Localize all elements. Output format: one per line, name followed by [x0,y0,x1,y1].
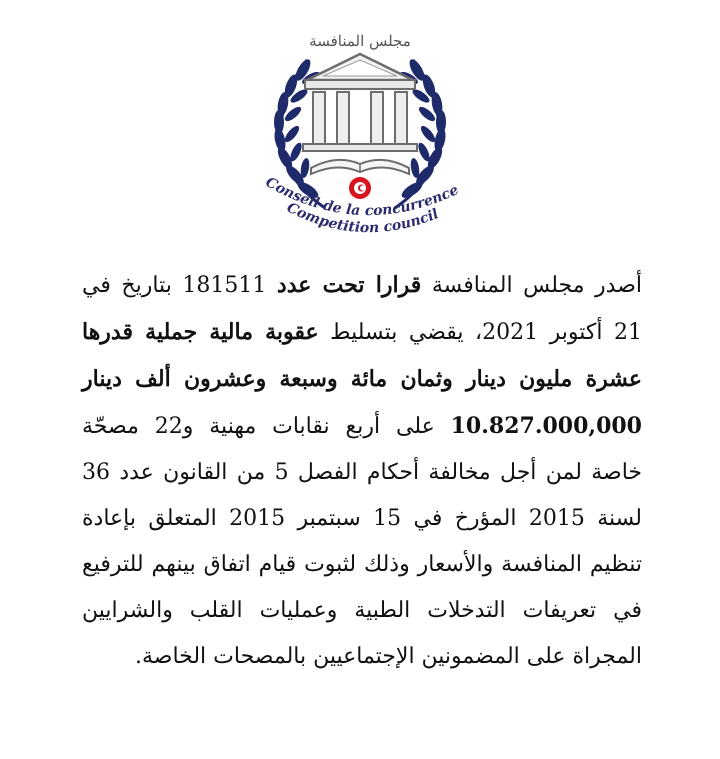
logo-english-name: Competition council [284,199,441,237]
article-fine-amount: عقوبة مالية جملية قدرها عشرة مليون دينار وثمان مائة وسبعة وعشرون ألف دينار 10.827.000,000 [82,319,642,439]
competition-council-logo [245,18,475,238]
article-text-body: على أربع نقابات مهنية و22 مصحّة خاصة لمن أجل مخالفة أحكام الفصل 5 من القانون عدد 36 لسنة 2015 المؤرخ في 15 سبتمبر 2015 المتعلق بإعادة تنظيم المنافسة والأسعار وذلك لثبوت قيام اتفاق بينهم للترفيع في تعريفات التدخلات الطبية وعمليات القلب والشرايين المجراة على المضمونين الإجتماعيين بالمصحات الخاصة. [82,414,642,669]
logo-french-name: Conseil de la concurrence [262,174,462,220]
article-text-date: 181511 بتاريخ في 21 أكتوبر 2021، يقضي بتسليط [82,273,642,345]
tunisia-flag-emblem [349,177,371,199]
logo-arabic-name: مجلس المنافسة [309,32,411,50]
article-text-intro: أصدر مجلس المنافسة [421,273,643,298]
press-release-paragraph [82,262,642,680]
article-decision-number-label: قرارا تحت عدد [276,272,422,298]
courthouse-building-icon [303,54,417,174]
